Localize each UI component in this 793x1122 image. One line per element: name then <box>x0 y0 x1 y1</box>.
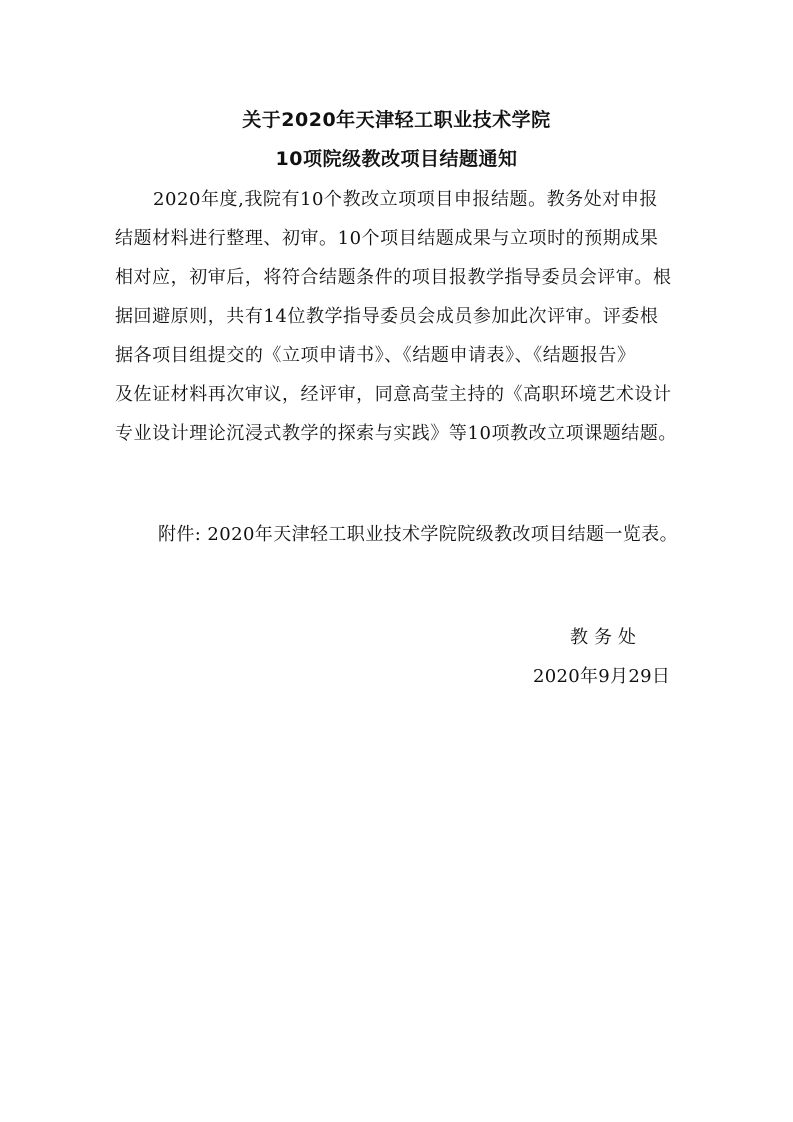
attachment-note: 附件: 2020年天津轻工职业技术学院院级教改项目结题一览表。 <box>158 524 678 545</box>
body-paragraph-line-5: 据各项目组提交的《立项申请书》、《结题申请表》、《结题报告》 <box>115 345 636 366</box>
issue-date: 2020年9月29日 <box>533 666 671 687</box>
body-paragraph-line-6: 及佐证材料再次审议，经评审，同意高莹主持的《高职环境艺术设计 <box>115 384 672 405</box>
body-paragraph-line-3: 相对应，初审后，将符合结题条件的项目报教学指导委员会评审。根 <box>115 267 672 288</box>
body-paragraph-line-2: 结题材料进行整理、初审。10个项目结题成果与立项时的预期成果 <box>115 228 659 249</box>
body-paragraph-line-1: 2020年度,我院有10个教改立项项目申报结题。教务处对申报 <box>153 189 658 210</box>
document-title-line-2: 10项院级教改项目结题通知 <box>275 148 518 170</box>
signature-issuer: 教务处 <box>570 627 642 648</box>
body-paragraph-line-4: 据回避原则，共有14位教学指导委员会成员参加此次评审。评委根 <box>115 306 659 327</box>
body-paragraph-line-7: 专业设计理论沉浸式教学的探索与实践》等10项教改立项课题结题。 <box>115 423 677 444</box>
document-title-line-1: 关于2020年天津轻工职业技术学院 <box>242 109 551 131</box>
